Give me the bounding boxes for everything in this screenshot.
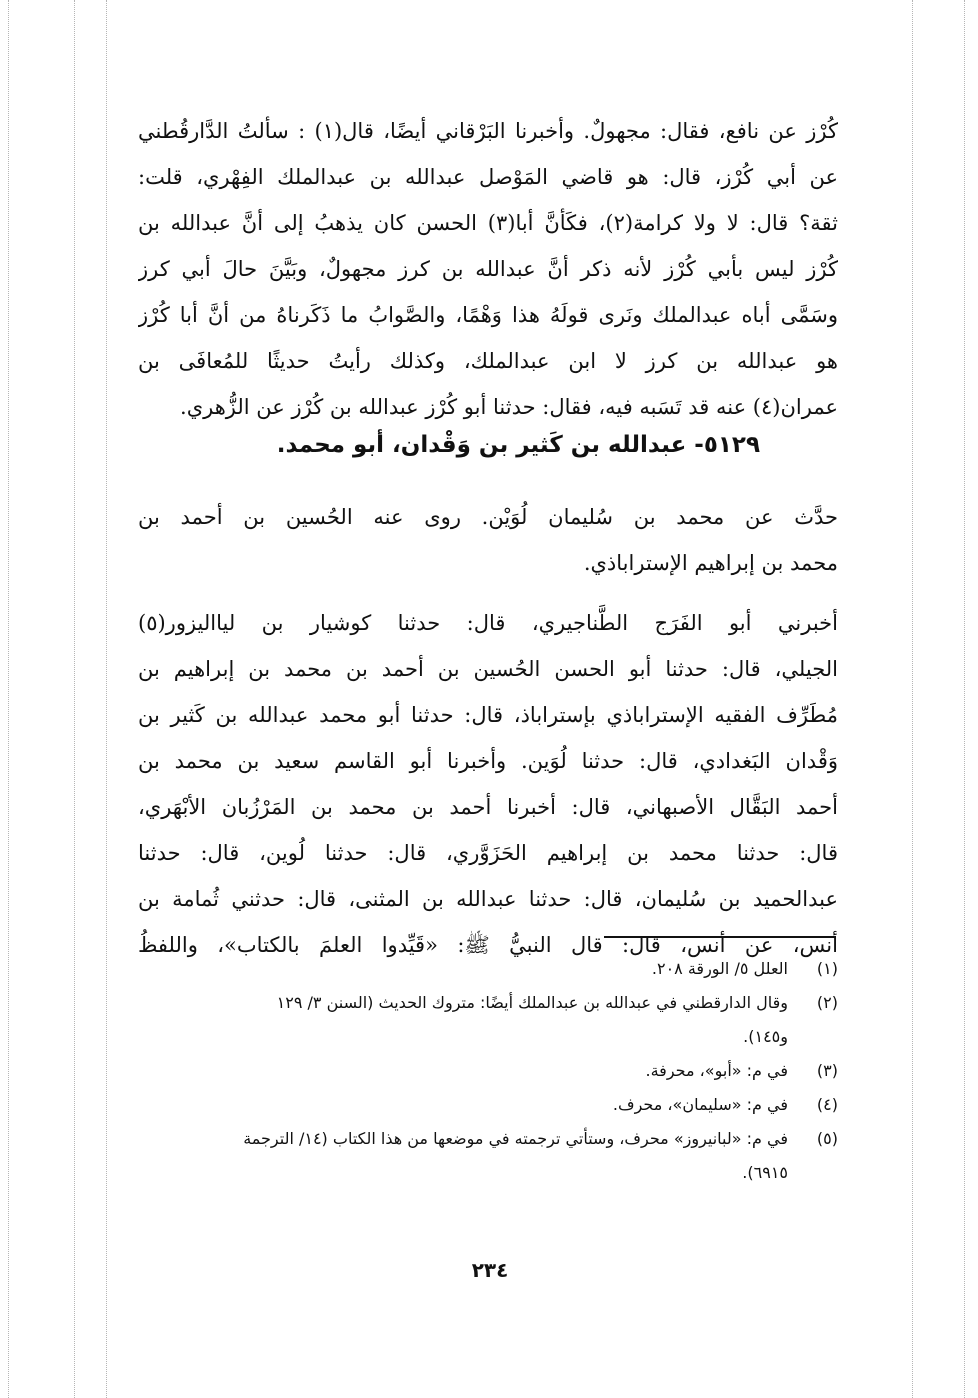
text-line: أحمد البَقَّال الأصبهاني، قال: أخبرنا أحمد بن محمد بن المَرْزُبان الأبْهَري،: [138, 795, 838, 819]
scan-edge-left-inner-2: [106, 0, 107, 1398]
footnote-text: في م: «أبو»، محرفة.: [645, 1061, 788, 1080]
text-line: كُرْز عن نافع، فقال: مجهولٌ. وأخبرنا البَرْقاني أيضًا، قال(١) : سألتُ الدَّارقُطني: [138, 119, 838, 143]
footnote: [138, 952, 838, 986]
footnote: [138, 1054, 838, 1088]
text-line: الجيلي، قال: حدثنا أبو الحسن الحُسين بن أحمد بن محمد بن إبراهيم بن: [138, 657, 838, 681]
text-line: كُرْز ليس بأبي كُرْز لأنه ذكر أنَّ عبدالله بن كرز مجهولٌ، وبَيَّنَ حالَ أبي كرز: [138, 257, 838, 281]
text-line: ثقة؟ قال: لا ولا كرامة(٢)، فكَأنَّ أبا(٣) الحسن كان يذهبُ إلى أنَّ عبدالله بن: [138, 211, 838, 235]
text-line: محمد بن إبراهيم الإستراباذي.: [583, 551, 838, 575]
footnote-number: (٤): [816, 1095, 838, 1114]
footnote-number: (٢): [816, 993, 838, 1012]
footnote-text: العلل ٥/ الورقة ٢٠٨.: [651, 959, 788, 978]
footnote-text: في م: «سليمان»، محرف.: [612, 1095, 788, 1114]
text-line: وسَمَّى أباه عبدالملك ونَرى قولَهُ هذا وَهْمًا، والصَّوابُ ما ذَكَرناهُ من أنَّ أبا كُرْز: [138, 303, 838, 327]
paragraph-1: [138, 108, 838, 430]
paragraph-2: [138, 494, 838, 586]
scan-edge-left-inner: [74, 0, 75, 1398]
footnote: [138, 1088, 838, 1122]
entry-heading: ٥١٢٩- عبدالله بن كَثير بن وَقْدان، أبو محمد.: [276, 432, 760, 458]
text-line: مُطَرِّف الفقيه الإستراباذي بإستراباذ، قال: حدثنا أبو محمد عبدالله بن كَثير بن: [138, 703, 838, 727]
footnotes: [138, 952, 838, 1190]
footnote-number: (٥): [816, 1129, 838, 1148]
footnote: [138, 986, 838, 1020]
footnote-continuation: و١٤٥).: [743, 1027, 788, 1046]
page-number: ٢٣٤: [471, 1258, 509, 1282]
scan-edge-right-inner: [912, 0, 913, 1398]
paragraph-3: [138, 600, 838, 968]
text-line: عمران(٤) عنه قد تَسَبه فيه، فقال: حدثنا أبو كُرْز عبدالله بن كُرْز عن الزُّهري.: [180, 395, 838, 419]
footnote-text: وقال الدارقطني في عبدالله بن عبدالملك أيضًا: متروك الحديث (السنن ٣/ ١٢٩: [276, 993, 788, 1012]
footnote: [138, 1122, 838, 1156]
text-line: حدَّث عن محمد بن سُليمان لُوَيْن. روى عنه الحُسين بن أحمد بن: [138, 505, 838, 529]
footnote-continuation: ٦٩١٥).: [742, 1163, 788, 1182]
footnote-separator: [604, 936, 836, 938]
footnote-text: في م: «لبانيروز» محرف، وستأتي ترجمته في موضعها من هذا الكتاب (١٤/ الترجمة: [243, 1129, 788, 1148]
text-line: قال: حدثنا محمد بن إبراهيم الحَزَوَّري، قال: حدثنا لُوين، قال: حدثنا: [138, 841, 838, 865]
text-line: هو عبدالله بن كرز لا ابن عبدالملك، وكذلك رأيتُ حديثًا للمُعافَى بن: [138, 349, 838, 373]
text-line: أخبرني أبو الفَرَج الطَّناجيري، قال: حدثنا كوشيار بن ليااليزور(٥): [138, 611, 838, 635]
footnote-number: (٣): [816, 1061, 838, 1080]
text-line: عبدالحميد بن سُليمان، قال: حدثنا عبدالله بن المثنى، قال: حدثني ثُمامة بن: [138, 887, 838, 911]
text-line: وَقْدان البَغدادي، قال: حدثنا لُوَين. وأخبرنا أبو القاسم سعيد بن محمد بن: [138, 749, 838, 773]
footnote-number: (١): [816, 959, 838, 978]
text-line: عن أبي كُرْز، قال: هو قاضي المَوْصل عبدالله بن عبدالملك الفِهْري، قلت:: [138, 165, 838, 189]
text-line: أنس، عن أنس، قال: قال النبيُّ ﷺ: «قَيِّدوا العلمَ بالكتاب»، واللفظُ: [138, 933, 838, 957]
scan-edge-left: [8, 0, 9, 1398]
scan-edge-right: [964, 0, 965, 1398]
